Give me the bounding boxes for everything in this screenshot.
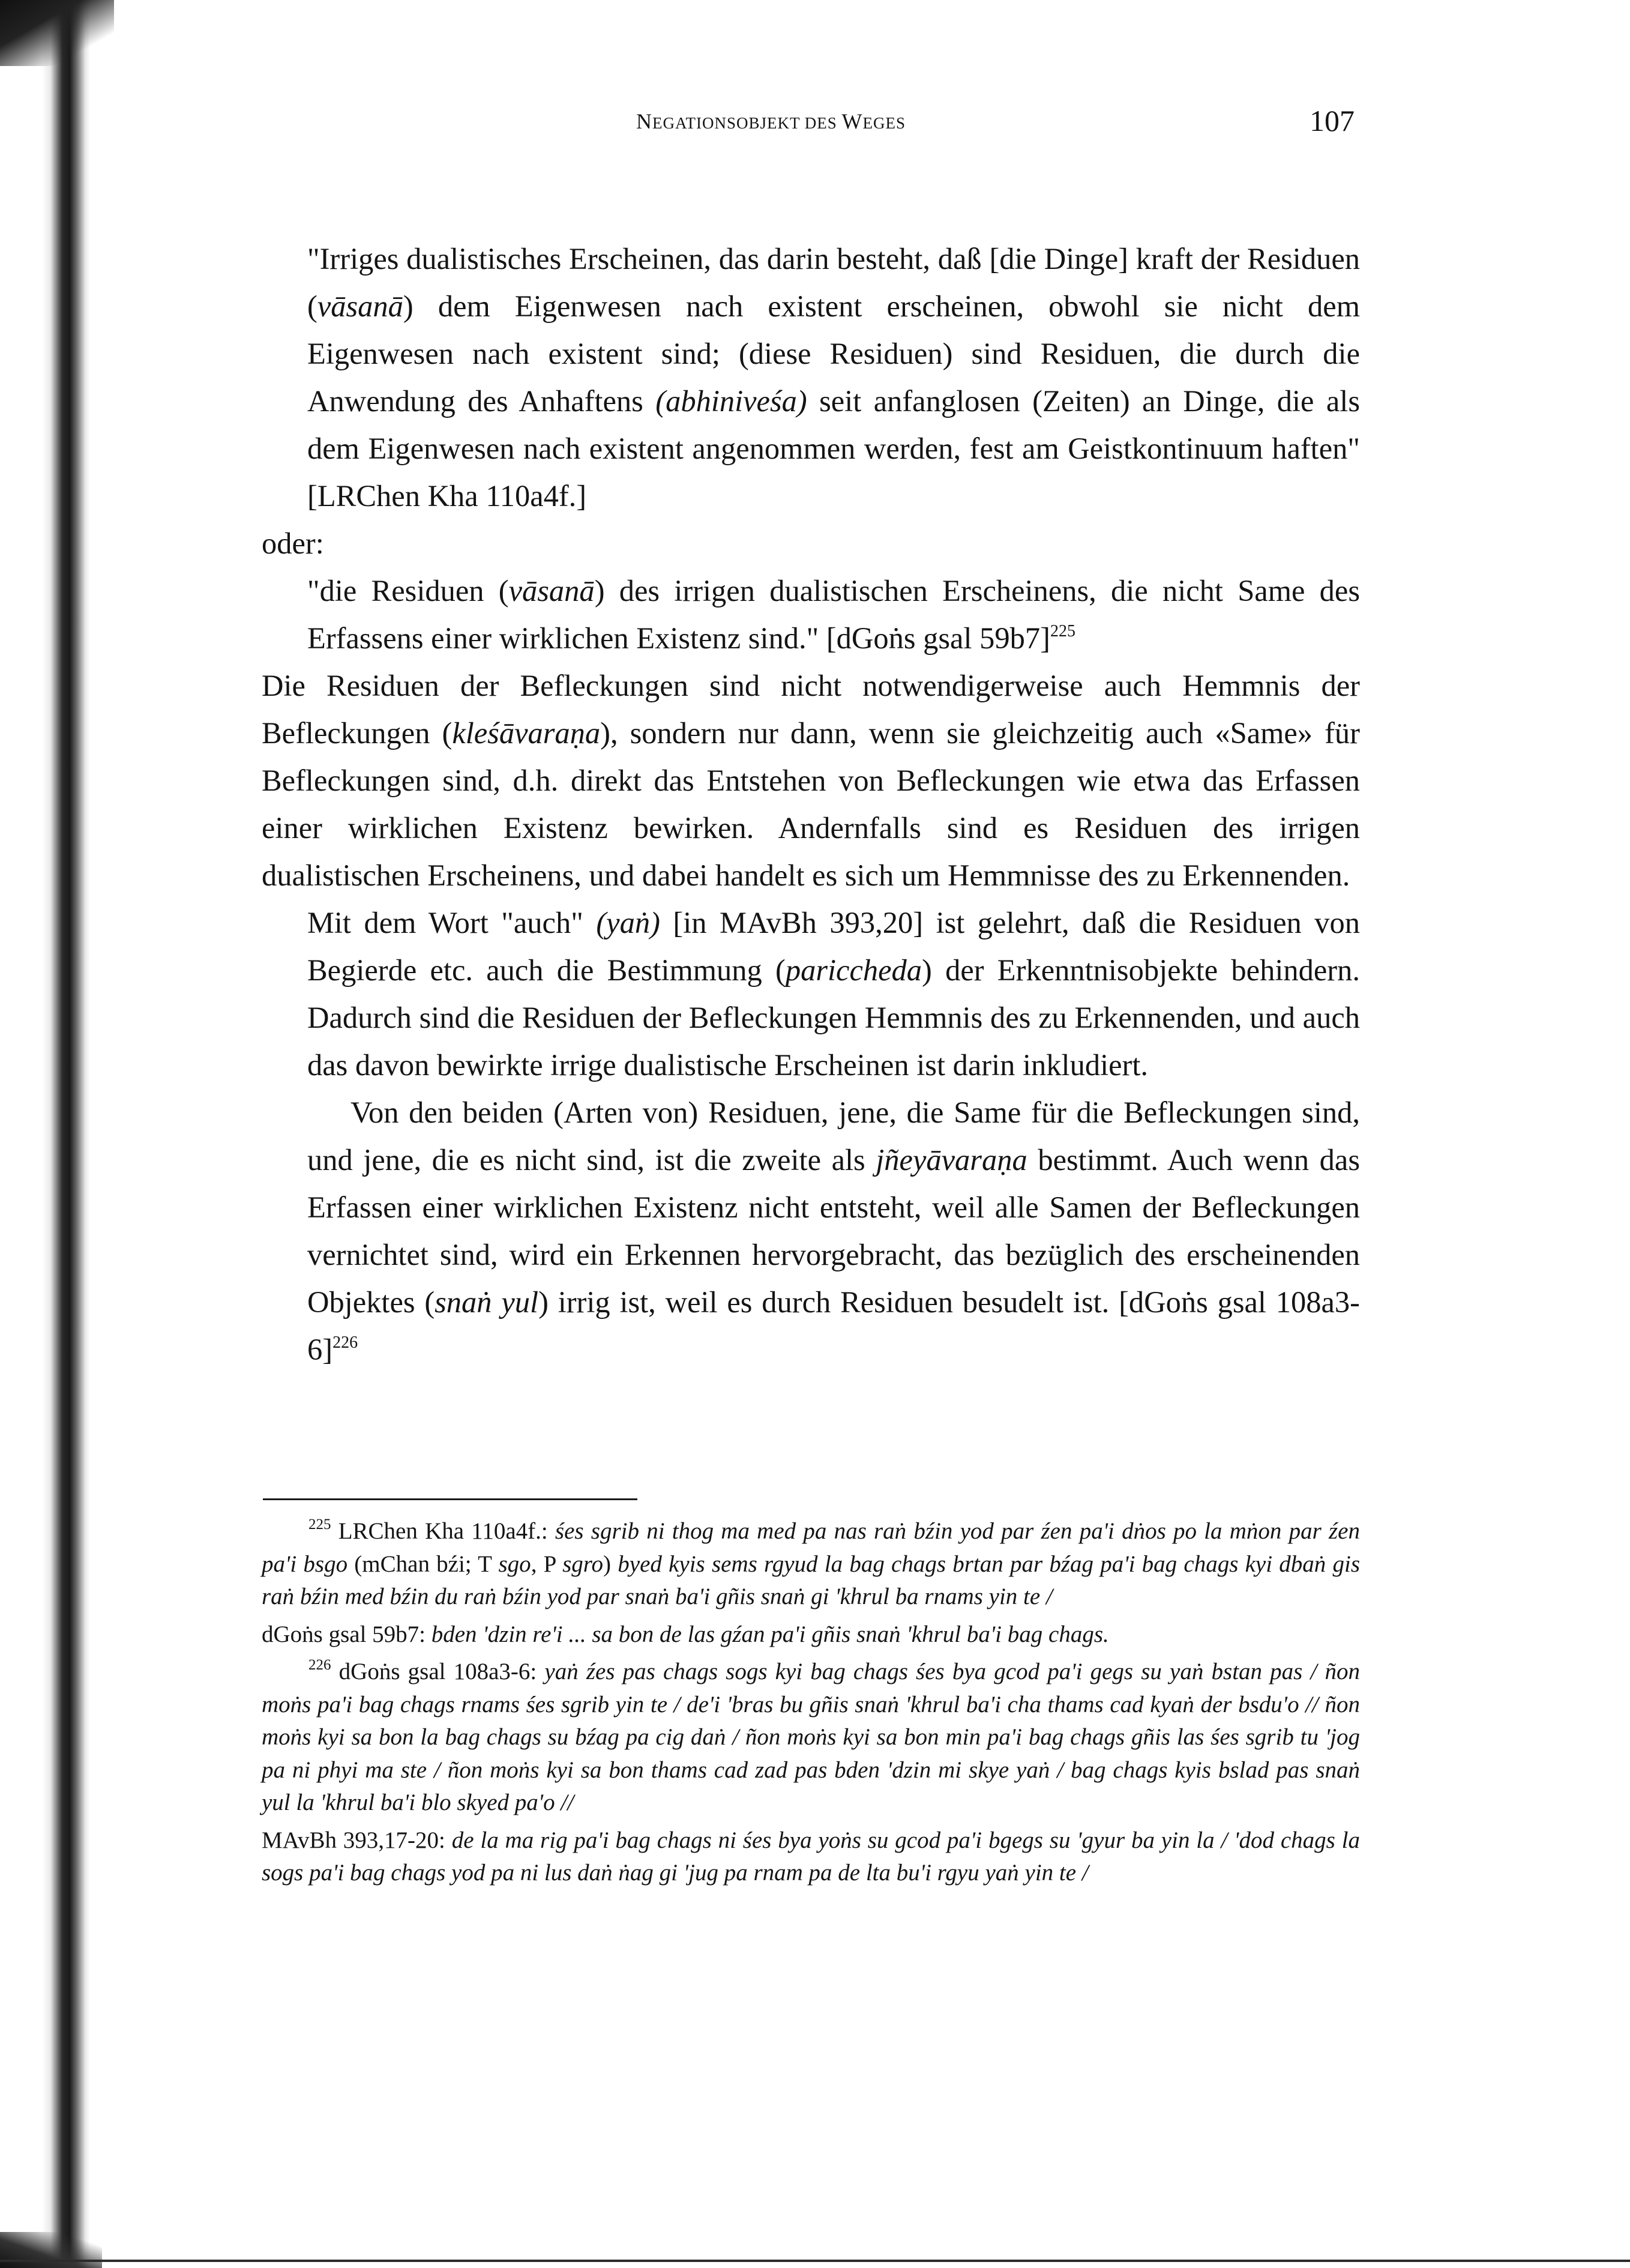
- footnote-ref-225: 225: [1050, 622, 1075, 641]
- book-binding-shadow: [0, 0, 90, 2268]
- footnote-226: $^{226}$ dGoṅs gsal 108a3-6: yaṅ źes pas chags sogs kyi bag chags śes bya gcod pa'i gegs su yaṅ bstan pas / ñon moṅs pa'i bag chags rnams śes sgrib yin te / de'i 'bras bu gñis snaṅ 'khrul ba'i cha thams cad kyaṅ der bsdu'o // ñon moṅs kyi sa bon la bag chags su bźag pa cig daṅ / ñon moṅs kyi sa bon min pa'i bag chags gñis las śes sgrib tu 'jog pa ni phyi ma ste / ñon moṅs kyi sa bon thams cad zad pas bden 'dzin mi skye yaṅ / bag chags kyis bslad pas snaṅ yul la 'khrul ba'i blo skyed pa'o //: [262, 1657, 1360, 1815]
- block-quote-1: "Irriges dualistisches Erscheinen, das darin besteht, daß [die Dinge] kraft der Residuen (vāsanā) dem Eigenwesen nach existent erscheinen, obwohl sie nicht dem Eigenwesen nach existent sind; (diese Residuen) sind Residuen, die durch die Anwendung des Anhaftens (abhiniveśa) seit anfanglosen (Zeiten) an Dinge, die als dem Eigenwesen nach existent angenommen werden, fest am Geistkontinuum haften" [LRChen Kha 110a4f.]: [307, 242, 1360, 513]
- scan-bottom-edge: [0, 2260, 1630, 2262]
- footnotes: [262, 1515, 1360, 1895]
- footnote-225-continuation: dGoṅs gsal 59b7: bden 'dzin re'i ... sa bon de las gźan pa'i gñis snaṅ 'khrul ba'i bag chags.: [262, 1621, 1109, 1647]
- footnote-226-continuation: MAvBh 393,17-20: de la ma rig pa'i bag chags ni śes bya yoṅs su gcod pa'i bgegs su 'gyur ba yin la / 'dod chags la sogs pa'i bag chags yod pa ni lus daṅ ṅag gi 'jug pa rnam pa de lta bu'i rgyu yaṅ yin te /: [262, 1827, 1360, 1886]
- footnote-separator: [263, 1498, 637, 1500]
- paragraph-arten: Von den beiden (Arten von) Residuen, jene, die Same für die Befleckungen sind, und jene, die es nicht sind, ist die zweite als jñeyāvaraṇa bestimmt. Auch wenn das Erfassen einer wirklichen Existenz nicht entsteht, weil alle Samen der Befleckungen vernichtet sind, wird ein Erkennen hervorgebracht, das bezüglich des erscheinenden Objektes (snaṅ yul) irrig ist, weil es durch Residuen besudelt ist. [dGoṅs gsal 108a3-6]$^{226}$: [307, 1096, 1360, 1366]
- footnote-ref-226: 226: [332, 1333, 358, 1352]
- footnote-225: $^{225}$ LRChen Kha 110a4f.: śes sgrib ni thog ma med pa nas raṅ bźin yod par źen pa'i dṅos po la mṅon par źen pa'i bsgo (mChan bźi; T sgo, P sgro) byed kyis sems rgyud la bag chags brtan par bźag pa'i bag chags kyi dbaṅ gis raṅ bźin med bźin du raṅ bźin yod par snaṅ ba'i gñis snaṅ gi 'khrul ba rnams yin te /: [262, 1516, 1360, 1609]
- connector-oder: oder:: [262, 526, 324, 560]
- block-quote-2: "die Residuen (vāsanā) des irrigen dualistischen Erscheinens, die nicht Same des Erfassens einer wirklichen Existenz sind." [dGoṅs gsal 59b7]$^{225}$: [307, 574, 1361, 655]
- page-number: 107: [1310, 104, 1355, 137]
- main-text: [262, 235, 1360, 1374]
- running-head: NEGATIONSOBJEKT DES WEGES: [636, 109, 906, 133]
- paragraph-auch: Mit dem Wort "auch" (yaṅ) [in MAvBh 393,20] ist gelehrt, daß die Residuen von Begierde etc. auch die Bestimmung (pariccheda) der Erkenntnisobjekte behindern. Dadurch sind die Residuen der Befleckungen Hemmnis des zu Erkennenden, und auch das davon bewirkte irrige dualistische Erscheinen ist darin inkludiert.: [307, 906, 1360, 1082]
- paragraph-residuen: Die Residuen der Befleckungen sind nicht notwendigerweise auch Hemmnis der Befleckungen (kleśāvaraṇa), sondern nur dann, wenn sie gleichzeitig auch «Same» für Befleckungen sind, d.h. direkt das Entstehen von Befleckungen wie etwa das Erfassen einer wirklichen Existenz bewirken. Andernfalls sind es Residuen des irrigen dualistischen Erscheinens, und dabei handelt es sich um Hemmnisse des zu Erkennenden.: [262, 669, 1360, 892]
